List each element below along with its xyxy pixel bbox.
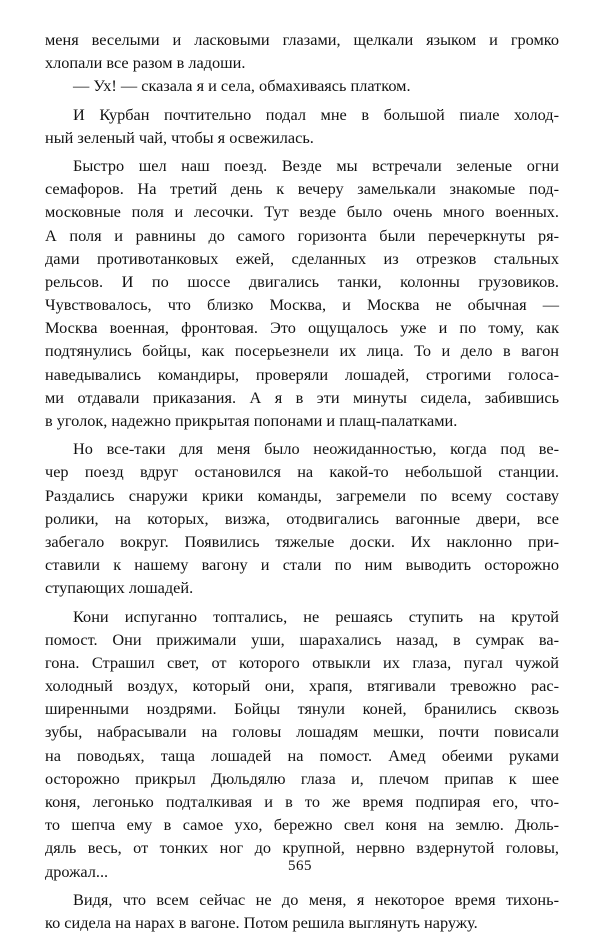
text-line: чер поезд вдруг остановился на какой-то небольшой станции.: [45, 462, 559, 482]
text-line: рельсов. И по шоссе двигались танки, колонны грузовиков.: [45, 271, 559, 291]
text-line: ставили к нашему вагону и стали по ним выводить осторожно: [45, 555, 559, 575]
text-line: осторожно прикрыл Дюльдялю глаза и, плечом припав к шее: [45, 768, 559, 788]
paragraph: [45, 103, 559, 149]
text-line: меня веселыми и ласковыми глазами, щелкали языком и громко: [45, 30, 559, 49]
text-line: дрожал...: [45, 861, 109, 881]
text-line: подтянулись бойцы, как посерьезнели их лица. То и дело в вагон: [45, 341, 559, 361]
text-line: Раздались снаружи крики команды, загремели по всему составу: [45, 485, 559, 505]
text-line: ми отдавали приказания. А я в эти минуты сидела, забившись: [45, 387, 559, 407]
book-page-text: [45, 28, 559, 934]
page-number: 565: [288, 858, 312, 874]
text-line: ролики, на которых, визжа, отодвигались вагонные двери, все: [45, 508, 559, 528]
text-line: холодный воздух, который они, храпя, втягивали тревожно рас-: [45, 676, 559, 696]
text-line: дяль весь, от тонких ног до крупной, нервно вздернутой головы,: [45, 838, 559, 858]
text-line: дами противотанковых ежей, сделанных из отрезков стальных: [45, 248, 559, 268]
paragraph: [45, 605, 559, 883]
text-line: коня, легонько подталкивая и в то же время подпирая его, что-: [45, 792, 559, 811]
text-line: ный зеленый чай, чтобы я освежилась.: [45, 127, 314, 147]
text-line: ко сидела на нарах в вагоне. Потом решила выглянуть наружу.: [45, 912, 478, 932]
paragraph: [45, 888, 559, 934]
text-line: ступающих лошадей.: [45, 578, 194, 598]
text-line: помост. Они прижимали уши, шарахались назад, в сумрак ва-: [45, 629, 559, 649]
text-line: зубы, набрасывали на головы лошадям мешки, почти повисали: [45, 722, 559, 742]
text-line: А поля и равнины до самого горизонта были перечеркнуты ря-: [45, 225, 559, 245]
text-line: на поводьях, таща лошадей на помост. Амед обеими руками: [45, 745, 559, 765]
text-line: Видя, что всем сейчас не до меня, я некоторое время тихонь-: [73, 889, 559, 909]
paragraph: [45, 28, 559, 74]
text-line: семафоров. На третий день к вечеру замелькали знакомые под-: [45, 179, 559, 199]
text-line: Москва военная, фронтовая. Это ощущалось уже и по тому, как: [45, 318, 559, 338]
text-line: И Курбан почтительно подал мне в большой пиале холод-: [73, 104, 559, 124]
text-line: Но все-таки для меня было неожиданностью, когда под ве-: [73, 439, 559, 459]
paragraph: [45, 74, 559, 97]
text-line: забегало вокруг. Появились тяжелые доски. Их наклонно при-: [45, 531, 559, 551]
text-line: хлопали все разом в ладоши.: [45, 53, 246, 73]
paragraph: [45, 437, 559, 599]
text-line: в уголок, надежно прикрытая попонами и плащ-палатками.: [45, 411, 458, 430]
text-line: наведывались командиры, проверяли лошадей, строгими голоса-: [45, 364, 559, 384]
paragraph: [45, 154, 559, 432]
text-line: московные поля и лесочки. Тут везде было очень много военных.: [45, 202, 559, 222]
text-line: ширенными ноздрями. Бойцы тянули коней, бранились сквозь: [45, 699, 559, 719]
text-line: Быстро шел наш поезд. Везде мы встречали зеленые огни: [73, 155, 559, 175]
text-line: — Ух! — сказала я и села, обмахиваясь платком.: [73, 76, 411, 96]
text-line: Чувствовалось, что близко Москва, и Москва не обычная —: [45, 295, 559, 315]
text-line: гона. Страшил свет, от которого отвыкли их глаза, пугал чужой: [45, 652, 559, 672]
text-line: то шепча ему в самое ухо, бережно свел коня на землю. Дюль-: [45, 815, 559, 835]
text-line: Кони испуганно топтались, не решаясь ступить на крутой: [73, 606, 559, 626]
